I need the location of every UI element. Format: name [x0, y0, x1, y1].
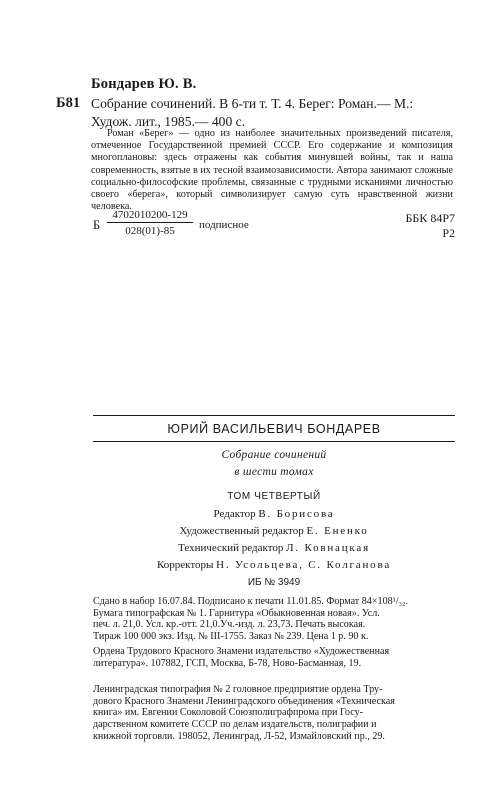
series-title: Собрание сочинений [221, 449, 327, 461]
editor-role: Редактор [213, 508, 256, 520]
print-line: Тираж 100 000 экз. Изд. № III-1755. Заказ № 239. Цена 1 р. 90 к. [93, 631, 369, 643]
bbk-code: Р2 [442, 226, 455, 240]
index-denominator: 028(01)-85 [125, 225, 175, 237]
catalog-cipher: Б81 [56, 95, 81, 111]
tech-editor-name: Л. Ковнацкая [286, 542, 370, 554]
print-details [93, 596, 455, 643]
print-line: Бумага типографская № 1. Гарнитура «Обыкновенная новая». Усл. [93, 607, 380, 619]
ib-number: ИБ № 3949 [247, 577, 301, 588]
print-line: печ. л. 21,0. Усл. кр.-отт. 21,0.Уч.-изд. л. 23,73. Печать высокая. [93, 619, 366, 631]
divider-top [93, 415, 455, 416]
printer-line: книжной торговли. 198052, Ленинград, Л-52, Измайловский пр., 29. [93, 730, 385, 742]
printer-line: дарственном комитете СССР по делам издательств, полиграфии и [93, 719, 377, 731]
index-fraction [107, 209, 193, 237]
series-subtitle: в шести томах [234, 466, 314, 478]
publisher-line: Ордена Трудового Красного Знамени издательство «Художественная [93, 646, 390, 657]
proof-role: Корректоры [156, 559, 214, 571]
bbk-block [375, 211, 455, 241]
divider-bottom [93, 441, 455, 442]
editor-name: В. Борисова [258, 508, 335, 520]
printer-line: дового Красного Знамени Ленинградского объединения «Техническая [93, 695, 395, 707]
art-editor-name: Е. Ененко [306, 525, 369, 537]
print-line: Сдано в набор 16.07.84. Подписано к печати 11.01.85. Формат 84×108¹/₃₂. [93, 596, 409, 607]
catalog-author: Бондарев Ю. В. [91, 76, 197, 92]
subscription-label: подписное [199, 219, 249, 231]
proof-names: Н. Усольцева, С. Колганова [216, 559, 392, 571]
printer-details [93, 684, 455, 743]
tech-editor-role: Технический редактор [178, 542, 284, 554]
publisher-line: литература». 107882, ГСП, Москва, Б-78, Ново-Басманная, 19. [93, 657, 362, 669]
tech-editor-line [93, 542, 455, 554]
publisher-details [93, 646, 455, 669]
editor-line [93, 508, 455, 520]
printer-line: Ленинградская типография № 2 головное предприятие ордена Тру- [93, 684, 383, 695]
author-full-name: ЮРИЙ ВАСИЛЬЕВИЧ БОНДАРЕВ [167, 422, 381, 436]
bbk-index: ББК 84Р7 [405, 211, 455, 225]
proofreaders-line [93, 559, 455, 571]
catalog-annotation: Роман «Берег» — одно из наиболее значительных произведений писателя, отмеченное Государственной премией СССР. Его содержание и композиция многоплановы: здесь отражены как события минувшей войны, так и наша современность, взятые в их тесной взаимозависимости. Автора занимают сложные социально-философские проблемы, связанные с трудными исканиями личностью своего «берега», который символизирует самую суть нравственной жизни человека. [91, 128, 453, 213]
art-editor-role: Художественный редактор [179, 525, 304, 537]
volume-number: ТОМ ЧЕТВЕРТЫЙ [227, 491, 321, 502]
index-letter: Б [93, 218, 101, 232]
art-editor-line [93, 525, 455, 537]
catalog-description: Собрание сочинений. В 6-ти т. Т. 4. Берег: Роман.— М.: Худож. лит., 1985.— 400 с. [91, 96, 414, 129]
printer-line: книга» им. Евгении Соколовой Союзполиграфпрома при Госу- [93, 707, 363, 719]
index-numerator: 4702010200-129 [107, 209, 193, 223]
